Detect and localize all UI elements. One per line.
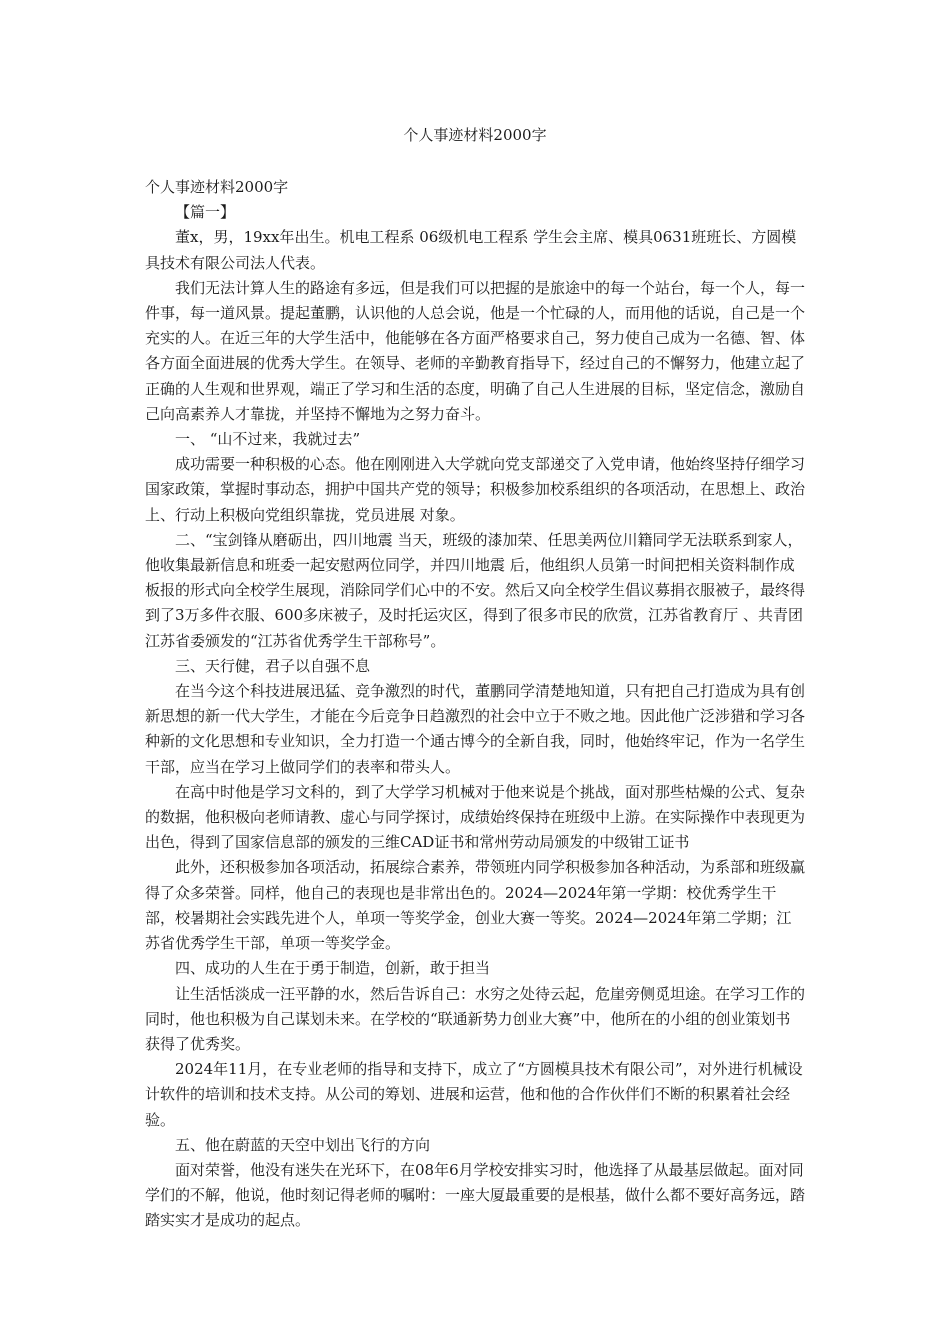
body-paragraph: 在当今这个科技进展迅猛、竞争激烈的时代，董鹏同学清楚地知道，只有把自己打造成为具有创新思想的新一代大学生，才能在今后竞争日趋激烈的社会中立于不败之地。因此他广泛涉猎和学习各种新的文化思想和专业知识，全力打造一个通古博今的全新自我，同时，他始终牢记，作为一名学生干部，应当在学习上做同学们的表率和带头人。: [145, 682, 806, 776]
body-paragraph: 此外，还积极参加各项活动，拓展综合素养，带领班内同学积极参加各种活动，为系部和班级赢得了众多荣誉。同样，他自己的表现也是非常出色的。2024—2024年第一学期：校优秀学生干部，校暑期社会实践先进个人，单项一等奖学金，创业大赛一等奖。2024—2024年第二学期；江苏省优秀学生干部，单项一等奖学金。: [145, 858, 806, 953]
body-paragraph: 让生活恬淡成一汪平静的水，然后告诉自己：水穷之处待云起，危崖旁侧觅坦途。在学习工作的同时，他也积极为自己谋划未来。在学校的“联通新势力创业大赛”中，他所在的小组的创业策划书获得了优秀奖。: [145, 984, 806, 1053]
body-paragraph: 成功需要一种积极的心态。他在刚刚进入大学就向党支部递交了入党申请，他始终坚持仔细学习国家政策，掌握时事动态，拥护中国共产党的领导；积极参加校系组织的各项活动，在思想上、政治上、行动上积极向党组织靠拢，党员进展 对象。: [145, 455, 806, 524]
document-heading: 个人事迹材料2000字: [145, 178, 289, 196]
body-paragraph: 五、他在蔚蓝的天空中划出飞行的方向: [175, 1135, 431, 1154]
body-paragraph: 2024年11月，在专业老师的指导和支持下，成立了“方圆模具技术有限公司”，对外进行机械设计软件的培训和技术支持。从公司的筹划、进展和运营，他和他的合作伙伴们不断的积累着社会经验。: [145, 1060, 803, 1129]
body-paragraph: 三、天行健，君子以自强不息: [175, 656, 371, 675]
body-paragraph: 一、 “山不过来，我就过去”: [175, 430, 361, 449]
body-paragraph: 【篇一】: [175, 203, 236, 222]
body-paragraph: 我们无法计算人生的路途有多远，但是我们可以把握的是旅途中的每一个站台，每一个人，每一件事，每一道风景。提起董鹏，认识他的人总会说，他是一个忙碌的人，而用他的话说，自己是一个充实的人。在近三年的大学生活中，他能够在各方面严格要求自己，努力使自己成为一名德、智、体各方面全面进展的优秀大学生。在领导、老师的辛勤教育指导下，经过自己的不懈努力，他建立起了正确的人生观和世界观，端正了学习和生活的态度，明确了自己人生进展的目标，坚定信念，激励自己向高素养人才靠拢，并坚持不懈地为之努力奋斗。: [145, 278, 806, 423]
body-paragraph: 二、“宝剑锋从磨砺出，四川地震 当天，班级的漆加荣、任思美两位川籍同学无法联系到家人，他收集最新信息和班委一起安慰两位同学，并四川地震 后，他组织人员第一时间把相关资料制作成板报的形式向全校学生展现，消除同学们心中的不安。然后又向全校学生倡议募捐衣服被子，最终得到了3万多件衣服、600多床被子，及时托运灾区，得到了很多市民的欣赏，江苏省教育厅 、共青团江苏省委颁发的“江苏省优秀学生干部称号”。: [145, 530, 806, 650]
body-paragraph: 董x，男，19xx年出生。机电工程系 06级机电工程系 学生会主席、模具0631班班长、方圆模具技术有限公司法人代表。: [145, 228, 797, 272]
body-paragraph: 面对荣誉，他没有迷失在光环下，在08年6月学校安排实习时，他选择了从最基层做起。面对同学们的不解，他说，他时刻记得老师的嘱咐：一座大厦最重要的是根基，做什么都不要好高务远，踏踏实实才是成功的起点。: [145, 1160, 806, 1230]
body-paragraph: 在高中时他是学习文科的，到了大学学习机械对于他来说是个挑战，面对那些枯燥的公式、复杂的数据，他积极向老师请教、虚心与同学探讨，成绩始终保持在班级中上游。在实际操作中表现更为出色，得到了国家信息部的颁发的三维CAD证书和常州劳动局颁发的中级钳工证书: [145, 782, 806, 852]
document-title: 个人事迹材料2000字: [403, 126, 547, 144]
body-paragraph: 四、成功的人生在于勇于制造，创新，敢于担当: [175, 959, 491, 978]
document-body: [145, 175, 805, 1234]
